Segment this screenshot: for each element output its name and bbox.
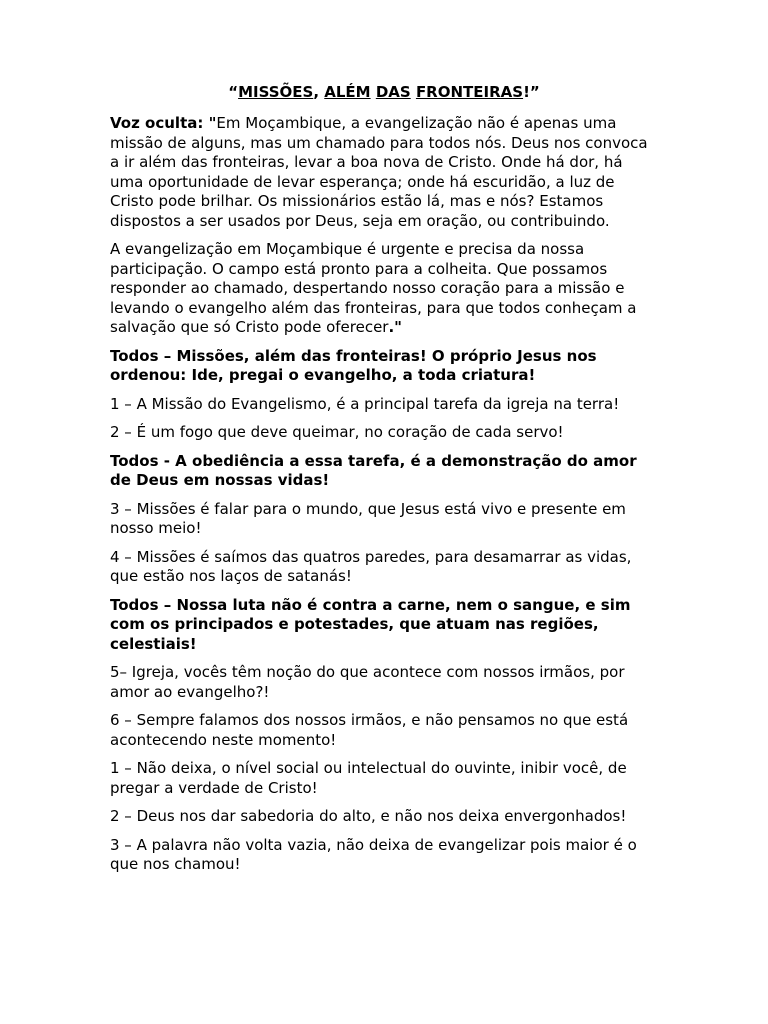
reading-line: 5– Igreja, vocês têm noção do que acontece com nossos irmãos, por amor ao evangelho?! [110,663,625,701]
page-title [110,82,658,102]
reading-line: 1 – Não deixa, o nível social ou intelectual do ouvinte, inibir você, de pregar a verdade de Cristo! [110,759,627,797]
response-line: Todos - A obediência a essa tarefa, é a demonstração do amor de Deus em nossas vidas! [110,451,637,489]
title-close: !” [523,83,540,101]
reading-line: 4 – Missões é saímos das quatros paredes, para desamarrar as vidas, que estão nos laços de satanás! [110,547,632,585]
reading-line: 3 – Missões é falar para o mundo, que Jesus está vivo e presente em nosso meio! [110,499,626,537]
response-line: Todos – Nossa luta não é contra a carne, nem o sangue, e sim com os principados e potestades, que atuam nas regiões, celestiais! [110,595,631,653]
title-word-missoes: MISSÕES [238,83,314,101]
liturgy-lines [110,347,658,875]
intro-paragraph [110,114,658,231]
title-word-das: DAS [375,83,411,101]
title-comma: , [313,83,325,101]
second-paragraph-text: A evangelização em Moçambique é urgente e precisa da nossa participação. O campo está pronto para a colheita. Que possamos responder ao chamado, despertando nosso coração para a missão e levando o evangelho além das fronteiras, para que todos conheçam a salvação que só Cristo pode oferecer [110,240,637,336]
second-paragraph-end: ." [388,318,402,336]
title-word-alem: ALÉM [324,83,371,101]
reading-line: 2 – Deus nos dar sabedoria do alto, e não nos deixa envergonhados! [110,807,627,825]
title-word-fronteiras: FRONTEIRAS [415,83,524,101]
intro-text: Em Moçambique, a evangelização não é apenas uma missão de alguns, mas um chamado para todos nós. Deus nos convoca a ir além das fronteiras, levar a boa nova de Cristo. Onde há dor, há uma oportunidade de levar esperança; onde há escuridão, a luz de Cristo pode brilhar. Os missionários estão lá, mas e nós? Estamos dispostos a ser usados por Deus, seja em oração, ou contribuindo. [110,114,648,230]
reading-line: 3 – A palavra não volta vazia, não deixa de evangelizar pois maior é o que nos chamou! [110,835,637,873]
reading-line: 2 – É um fogo que deve queimar, no coração de cada servo! [110,423,564,441]
speaker-label: Voz oculta: " [110,114,217,132]
response-line: Todos – Missões, além das fronteiras! O próprio Jesus nos ordenou: Ide, pregai o evangelho, a toda criatura! [110,346,597,384]
second-paragraph [110,240,658,338]
title-open-quote: “ [228,83,239,101]
reading-line: 1 – A Missão do Evangelismo, é a principal tarefa da igreja na terra! [110,394,620,413]
reading-line: 6 – Sempre falamos dos nossos irmãos, e não pensamos no que está acontecendo neste momento! [110,711,629,749]
